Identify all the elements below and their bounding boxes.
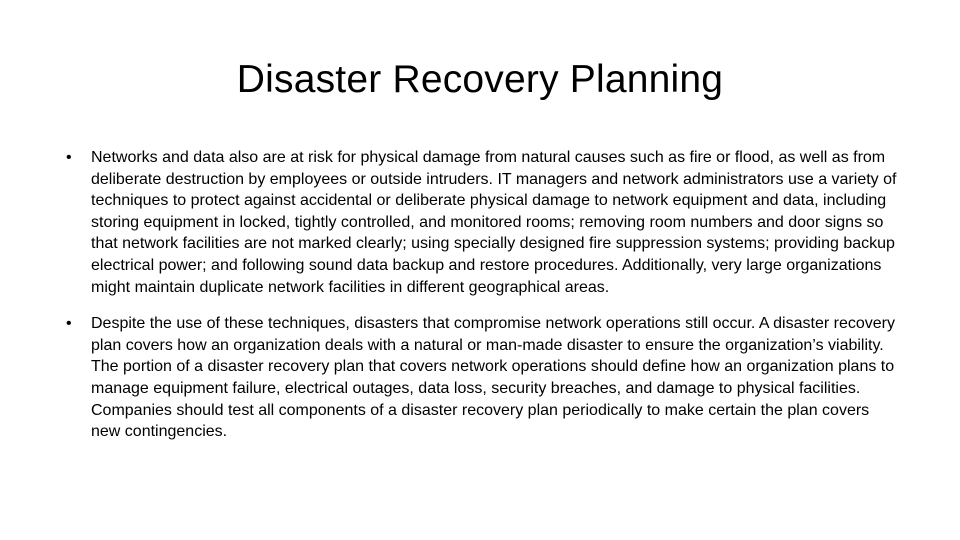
bullet-marker: •: [66, 149, 72, 166]
bullet-text-after-term: covers how an organization deals with a natural or man-made disaster to ensure the organization’s viability. The portion of a disaster recovery plan that covers network operations should define how an organization plans to manage equipment failure, electrical outages, data loss, security breaches, and damage to physical facilities. Companies should test all components of a disaster recovery plan periodically to make certain the plan covers new contingencies.: [91, 336, 895, 441]
bullet-item-physical-damage: [66, 147, 898, 298]
bullet-list: [66, 147, 898, 458]
slide-title: Disaster Recovery Planning: [236, 58, 724, 101]
bullet-text-before-term: Despite the use of these techniques, disasters that compromise network operations still occur. A: [91, 315, 774, 333]
key-term: disaster recovery plan: [91, 315, 895, 354]
bullet-text: Networks and data also are at risk for physical damage from natural causes such as fire or flood, as well as from deliberate destruction by employees or outside intruders. IT managers and network administrators use a variety of techniques to protect against accidental or deliberate physical damage to network equipment and data, including storing equipment in locked, tightly controlled, and monitored rooms; removing room numbers and door signs so that network facilities are not marked clearly; using specially designed fire suppression systems; providing backup electrical power; and following sound data backup and restore procedures. Additionally, very large organizations might maintain duplicate network facilities in different geographical areas.: [91, 149, 897, 296]
bullet-item-disaster-recovery-plan: [66, 313, 898, 443]
bullet-marker: •: [66, 315, 72, 333]
